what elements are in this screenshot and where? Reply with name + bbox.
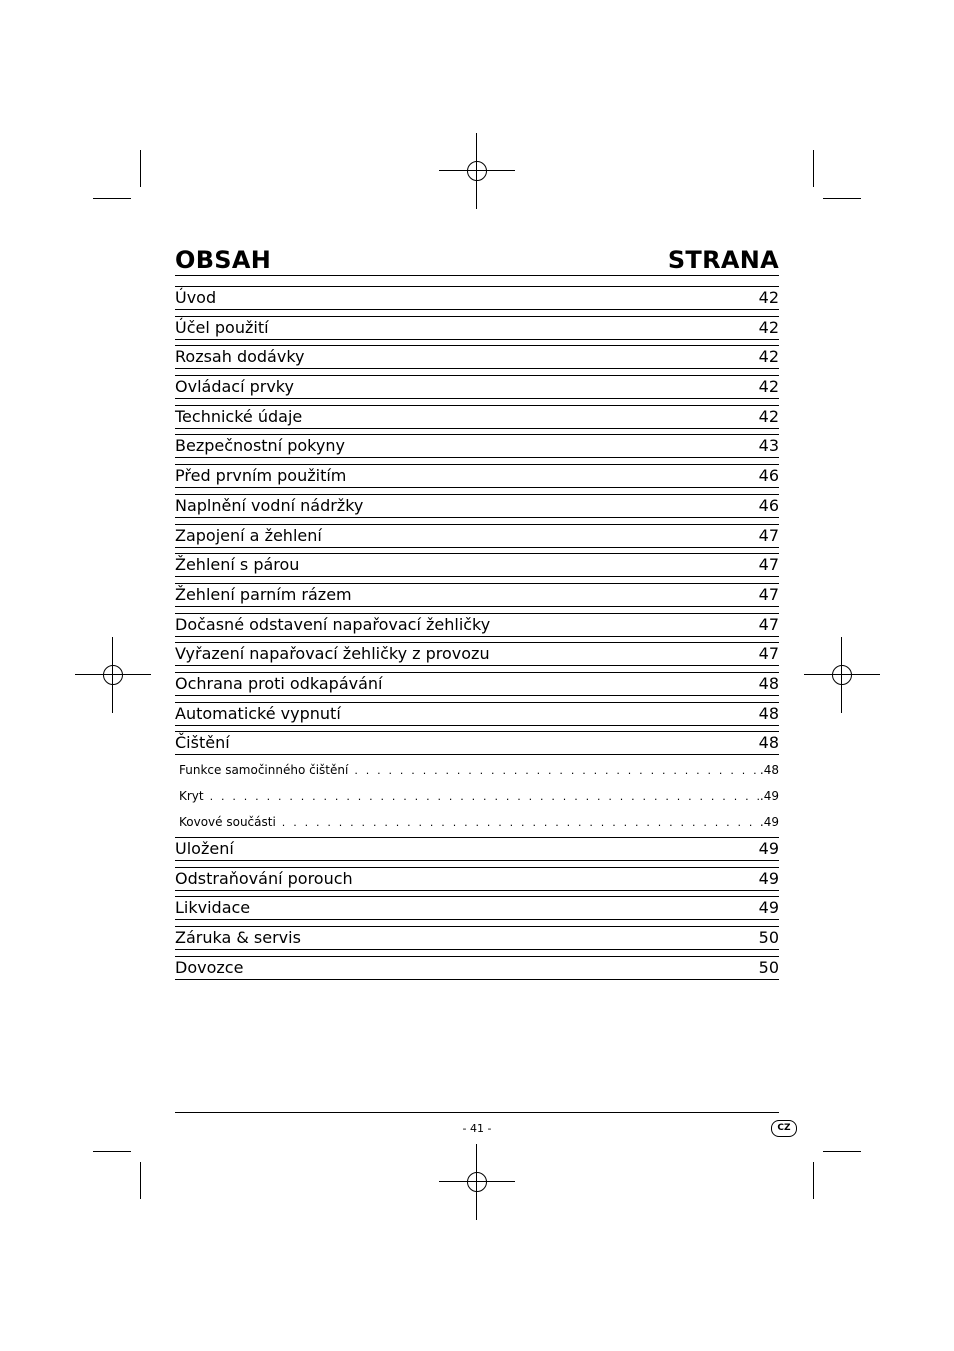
registration-mark-icon	[804, 637, 880, 713]
toc-entry	[175, 405, 779, 429]
toc-entry	[175, 837, 779, 861]
toc-entry-page: 47	[758, 644, 779, 664]
toc-subentry	[175, 757, 779, 783]
toc-entry-label: Před prvním použitím	[175, 466, 347, 486]
toc-entry	[175, 867, 779, 891]
toc-entry-label: Vyřazení napařovací žehličky z provozu	[175, 644, 490, 664]
toc-entry	[175, 702, 779, 726]
toc-entry-label: Rozsah dodávky	[175, 347, 305, 367]
toc-entry	[175, 613, 779, 637]
crop-mark	[140, 1162, 141, 1199]
toc-entry	[175, 731, 779, 755]
language-badge: CZ	[771, 1120, 797, 1137]
toc-entry-page: 49	[758, 868, 779, 888]
toc-entry-page: 48	[758, 673, 779, 693]
toc-entry-label: Kryt	[179, 789, 204, 803]
toc-entry-page: 42	[758, 406, 779, 426]
toc-entry-page: .49	[759, 815, 779, 829]
toc-entry-page: 46	[758, 466, 779, 486]
toc-entry	[175, 494, 779, 518]
toc-entry-page: 47	[758, 555, 779, 575]
toc-entry-label: Ochrana proti odkapávání	[175, 673, 383, 693]
toc-entry-page: 47	[758, 525, 779, 545]
toc-entry-page: 47	[758, 614, 779, 634]
toc-entry-label: Zapojení a žehlení	[175, 525, 322, 545]
toc-header	[175, 243, 779, 276]
toc-entry-label: Záruka & servis	[175, 928, 301, 948]
toc-entry-label: Žehlení parním rázem	[175, 584, 352, 604]
toc-entry-label: Dovozce	[175, 957, 244, 977]
toc-entry-page: 49	[758, 839, 779, 858]
toc-entry	[175, 434, 779, 458]
toc-entry-page: 48	[758, 703, 779, 723]
toc-entry-label: Technické údaje	[175, 406, 303, 426]
toc-entry-page: 42	[758, 347, 779, 367]
toc-entry	[175, 956, 779, 980]
toc-entry-page: 46	[758, 495, 779, 515]
toc-entry	[175, 464, 779, 488]
crop-mark	[93, 198, 131, 199]
toc-entry-label: Čištění	[175, 733, 230, 753]
toc-entry	[175, 345, 779, 369]
registration-mark-icon	[75, 637, 151, 713]
toc-entry	[175, 316, 779, 340]
toc-entry-label: Uložení	[175, 839, 234, 858]
toc-entry-page: 42	[758, 317, 779, 337]
registration-mark-icon	[439, 133, 515, 209]
toc-entry-label: Automatické vypnutí	[175, 703, 341, 723]
toc-entry	[175, 642, 779, 666]
toc-entry-label: Kovové součásti	[179, 815, 276, 829]
toc-entry	[175, 896, 779, 920]
toc-page-heading: STRANA	[667, 246, 779, 274]
crop-mark	[823, 1151, 861, 1152]
toc-entry	[175, 553, 779, 577]
toc-title: OBSAH	[175, 246, 272, 274]
toc-entry-page: 43	[758, 436, 779, 456]
page-number: - 41 -	[462, 1122, 492, 1135]
toc-entry-label: Dočasné odstavení napařovací žehličky	[175, 614, 491, 634]
toc-entry	[175, 926, 779, 950]
crop-mark	[823, 198, 861, 199]
toc-entry-page: .49	[759, 789, 779, 803]
toc-entry-label: Bezpečnostní pokyny	[175, 436, 345, 456]
toc-entry-label: Žehlení s párou	[175, 555, 300, 575]
toc-entry-page: 49	[758, 898, 779, 918]
crop-mark	[813, 150, 814, 187]
toc-entry-page: .48	[759, 763, 779, 777]
table-of-contents	[175, 286, 779, 985]
toc-subentry	[175, 783, 779, 809]
toc-entry-label: Odstraňování porouch	[175, 868, 353, 888]
toc-entry-page: 42	[758, 288, 779, 307]
toc-entry-label: Naplnění vodní nádržky	[175, 495, 364, 515]
toc-entry-label: Likvidace	[175, 898, 251, 918]
toc-entry-label: Ovládací prvky	[175, 377, 294, 397]
crop-mark	[140, 150, 141, 187]
toc-entry-page: 42	[758, 377, 779, 397]
dot-leader	[210, 790, 760, 803]
dot-leader	[282, 816, 760, 829]
toc-entry-page: 48	[758, 733, 779, 753]
registration-mark-icon	[439, 1144, 515, 1220]
toc-entry-page: 50	[758, 957, 779, 977]
toc-entry	[175, 583, 779, 607]
toc-entry	[175, 524, 779, 548]
toc-entry-label: Funkce samočinného čištění	[179, 763, 349, 777]
toc-entry-page: 47	[758, 584, 779, 604]
toc-entry-label: Úvod	[175, 288, 217, 307]
dot-leader	[354, 764, 760, 777]
crop-mark	[93, 1151, 131, 1152]
footer-divider	[175, 1112, 779, 1113]
toc-entry	[175, 286, 779, 310]
toc-entry	[175, 672, 779, 696]
crop-mark	[813, 1162, 814, 1199]
toc-entry	[175, 375, 779, 399]
toc-subentry	[175, 809, 779, 835]
toc-entry-page: 50	[758, 928, 779, 948]
toc-entry-label: Účel použití	[175, 317, 269, 337]
